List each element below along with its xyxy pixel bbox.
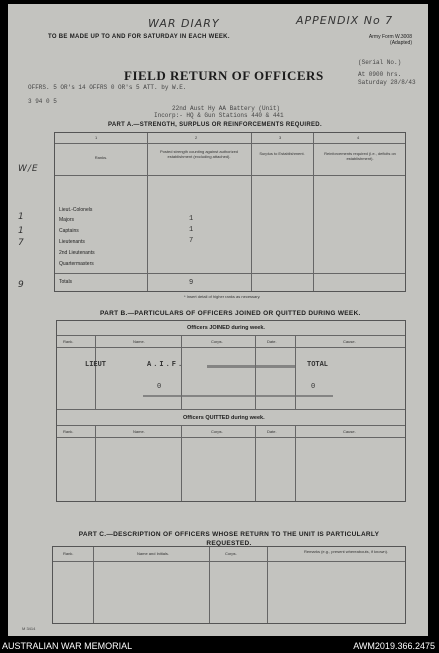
part-c-table: [52, 546, 406, 624]
col-header-reinforcements: Reinforcements required (i.e., deficits on establishment).: [324, 151, 396, 161]
col-header-ranks: Ranks.: [94, 155, 108, 160]
quitted-title: Officers QUITTED during week.: [183, 415, 265, 421]
table-rule: [57, 335, 405, 336]
col-corps: Corps.: [211, 429, 223, 434]
table-rule: [55, 175, 405, 176]
margin-lieutenants: 7: [18, 238, 25, 248]
type-smudge: [207, 365, 295, 368]
col-header-surplus: Surplus to Establishment.: [259, 151, 305, 156]
table-rule: [181, 425, 182, 501]
table-rule: [255, 335, 256, 409]
col-date: Date.: [267, 429, 277, 434]
printer-mark: M 3414: [22, 626, 36, 631]
return-time: At 0900 hrs.: [358, 71, 402, 78]
table-rule: [255, 425, 256, 501]
col-number: 2: [195, 135, 198, 140]
posted-majors: 1: [189, 215, 194, 223]
table-rule: [55, 273, 405, 274]
type-smudge: [143, 395, 333, 397]
col-name-initials: Name and Initials.: [137, 551, 170, 556]
unit-name: 22nd Aust Hy AA Battery (Unit): [172, 105, 281, 112]
serial-number: (Serial No.): [358, 59, 402, 66]
part-b-table: [56, 320, 406, 502]
rank-quartermasters: Quartermasters: [59, 261, 94, 267]
table-rule: [57, 425, 405, 426]
table-rule: [181, 335, 182, 409]
table-rule: [95, 335, 96, 409]
margin-note: W/E: [18, 164, 39, 174]
col-rank: Rank.: [63, 429, 74, 434]
strength-line-1: OFFRS. 5 OR's 14 OFFRS 0 OR's 5 ATT. by W.E.: [28, 84, 187, 91]
table-rule: [251, 133, 252, 291]
rank-lieut-colonels: Lieut.-Colonels: [59, 207, 93, 213]
page-title: FIELD RETURN OF OFFICERS: [124, 68, 324, 83]
rank-lieutenants: Lieutenants: [59, 239, 85, 245]
table-rule: [57, 347, 405, 348]
form-number: [342, 34, 412, 46]
col-number: 1: [95, 135, 98, 140]
joined-title: Officers JOINED during week.: [187, 325, 265, 331]
posted-lieutenants: 7: [189, 237, 194, 245]
table-rule: [267, 547, 268, 623]
archive-reference: AWM2019.366.2475: [353, 641, 435, 651]
col-name: Name.: [133, 339, 145, 344]
joined-value-1: 0: [157, 383, 162, 391]
col-number: 3: [279, 135, 282, 140]
col-corps: Corps.: [225, 551, 237, 556]
form-instruction: TO BE MADE UP TO AND FOR SATURDAY IN EACH WEEK.: [48, 34, 230, 40]
rank-2nd-lieutenants: 2nd Lieutenants: [59, 250, 95, 256]
col-name: Name.: [133, 429, 145, 434]
col-corps: Corps.: [211, 339, 223, 344]
archive-source: AUSTRALIAN WAR MEMORIAL: [2, 641, 133, 651]
joined-corps: A.I.F.: [147, 361, 185, 369]
strength-line-2: 3 94 0 5: [28, 98, 57, 105]
rank-majors: Majors: [59, 217, 75, 223]
col-cause: Cause.: [343, 429, 356, 434]
table-rule: [57, 437, 405, 438]
table-rule: [313, 133, 314, 291]
col-remarks: Remarks (e.g., present whereabouts, if known).: [303, 549, 389, 554]
table-rule: [295, 335, 296, 409]
station-line: Incorp:- HQ & Gun Stations 440 & 441: [154, 112, 284, 119]
table-rule: [55, 143, 405, 144]
table-rule: [95, 425, 96, 501]
posted-totals: 9: [189, 279, 194, 287]
form-number-main: Army Form W.3008: [368, 34, 412, 40]
col-header-posted: Posted strength counting against authorized establishment (excluding attached).: [159, 149, 239, 159]
table-rule: [57, 409, 405, 410]
appendix-handwriting: APPENDIX No 7: [296, 14, 394, 27]
field-return-form: [8, 4, 428, 636]
col-cause: Cause.: [343, 339, 356, 344]
col-date: Date.: [267, 339, 277, 344]
col-rank: Rank.: [63, 339, 74, 344]
margin-majors: 1: [18, 212, 25, 222]
joined-total: TOTAL: [307, 361, 329, 369]
table-rule: [147, 133, 148, 291]
part-a-heading: PART A.—STRENGTH, SURPLUS OR REINFORCEMENTS REQUIRED.: [108, 122, 322, 128]
part-b-heading: PART B.—PARTICULARS OF OFFICERS JOINED OR QUITTED DURING WEEK.: [100, 310, 361, 317]
table-rule: [53, 561, 405, 562]
table-rule: [93, 547, 94, 623]
part-c-heading: PART C.—DESCRIPTION OF OFFICERS WHOSE RETURN TO THE UNIT IS PARTICULARLY REQUESTED.: [78, 531, 380, 547]
margin-captains: 1: [18, 226, 25, 236]
table-rule: [295, 425, 296, 501]
posted-captains: 1: [189, 226, 194, 234]
table-rule: [209, 547, 210, 623]
col-rank: Rank.: [63, 551, 74, 556]
form-number-sub: (Adapted): [390, 40, 412, 46]
col-number: 4: [357, 135, 360, 140]
joined-value-2: 0: [311, 383, 316, 391]
return-date: Saturday 28/8/43: [358, 79, 416, 86]
rank-totals: Totals: [59, 279, 73, 285]
rank-captains: Captains: [59, 228, 79, 234]
part-a-table: [54, 132, 406, 292]
war-diary-handwriting: WAR DIARY: [148, 17, 220, 30]
margin-totals: 9: [18, 280, 25, 290]
part-a-footnote: * Insert detail of higher ranks as necessary.: [184, 294, 261, 299]
joined-rank: LIEUT: [85, 361, 107, 369]
